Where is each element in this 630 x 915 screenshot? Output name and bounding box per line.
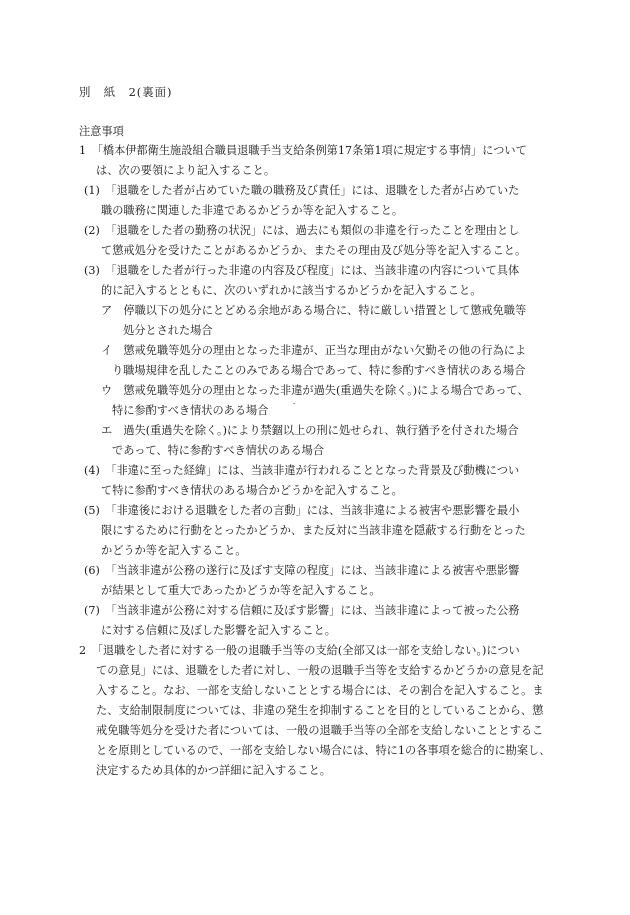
note-line: て懲戒処分を受けたことがあるかどうか、またその理由及び処分等を記入すること。 xyxy=(101,244,527,257)
note-line: 処分とされた場合 xyxy=(123,324,213,337)
note-line: 特に参酌すべき情状のある場合 xyxy=(112,404,269,417)
note-line: に対する信頼に及ぼした影響を記入すること。 xyxy=(101,624,336,637)
note-line: は、次の要領により記入すること。 xyxy=(96,164,276,177)
note-line: (6) 「当該非違が公務の遂行に及ぼす支障の程度」には、当該非違による被害や悪影響 xyxy=(84,564,520,577)
note-line: 2 「退職をした者に対する一般の退職手当等の支給(全部又は一部を支給しない。)につい xyxy=(79,644,520,657)
note-line: であって、特に参酌すべき情状のある場合 xyxy=(112,444,325,457)
note-line: (1) 「退職をした者が占めていた職の職務及び責任」には、退職をした者が占めていた xyxy=(84,184,520,197)
note-line: エ 過失(重過失を除く。)により禁錮以上の刑に処せられ、執行猶予を付された場合 xyxy=(101,424,519,437)
note-line: ウ 懲戒免職等処分の理由となった非違が過失(重過失を除く。)による場合であって、 xyxy=(101,384,529,397)
note-line: 戒免職等処分を受けた者については、一般の退職手当等の全部を支給しないこととするこ xyxy=(96,724,544,737)
note-line: ての意見」には、退職をした者に対し、一般の退職手当等を支給するかどうかの意見を記 xyxy=(96,664,544,677)
section-title: 注意事項 xyxy=(79,125,124,138)
note-line: イ 懲戒免職等処分の理由となった非違が、正当な理由がない欠勤その他の行為によ xyxy=(101,344,527,357)
note-line: かどうか等を記入すること。 xyxy=(101,544,247,557)
note-line: (3) 「退職をした者が行った非違の内容及び程度」には、当該非違の内容について具体 xyxy=(84,264,520,277)
note-line: 的に記入するとともに、次のいずれかに該当するかどうかを記入すること。 xyxy=(101,284,482,297)
note-line: て特に参酌すべき情状のある場合かどうかを記入すること。 xyxy=(101,484,403,497)
note-line: 入すること。なお、一部を支給しないこととする場合には、その割合を記入すること。ま xyxy=(96,684,544,697)
note-line: 1 「橋本伊都衛生施設組合職員退職手当支給条例第17条第1項に規定する事情」について xyxy=(79,144,527,157)
note-line: り職場規律を乱したことのみである場合であって、特に参酌すべき情状のある場合 xyxy=(112,364,526,377)
note-line: (2) 「退職をした者の勤務の状況」には、過去にも類似の非違を行ったことを理由とし xyxy=(84,224,520,237)
margin-mark: - xyxy=(293,400,296,408)
note-line: (4) 「非違に至った経緯」には、当該非違が行われることとなった背景及び動機につい xyxy=(84,464,520,477)
note-line: が結果として重大であったかどうか等を記入すること。 xyxy=(101,584,381,597)
note-line: 限にするために行動をとったかどうか、また反対に当該非違を隠蔽する行動をとった xyxy=(101,524,526,537)
page-label: 別 紙 2(裏面) xyxy=(79,85,173,99)
note-line: た、支給制限制度については、非違の発生を抑制することを目的としていることから、懲 xyxy=(96,704,544,717)
note-line: とを原則としているので、一部を支給しない場合には、特に1の各事項を総合的に勘案し、 xyxy=(96,744,551,757)
note-line: (5) 「非違後における退職をした者の言動」には、当該非違による被害や悪影響を最小 xyxy=(84,504,520,517)
note-line: (7) 「当該非違が公務に対する信頼に及ぼす影響」には、当該非違によって被った公務 xyxy=(84,604,520,617)
note-line: 職の職務に関連した非違であるかどうか等を記入すること。 xyxy=(101,204,404,217)
note-line: 決定するため具体的かつ詳細に記入すること。 xyxy=(96,764,331,777)
note-line: ア 停職以下の処分にとどめる余地がある場合に、特に厳しい措置として懲戒免職等 xyxy=(101,304,527,317)
